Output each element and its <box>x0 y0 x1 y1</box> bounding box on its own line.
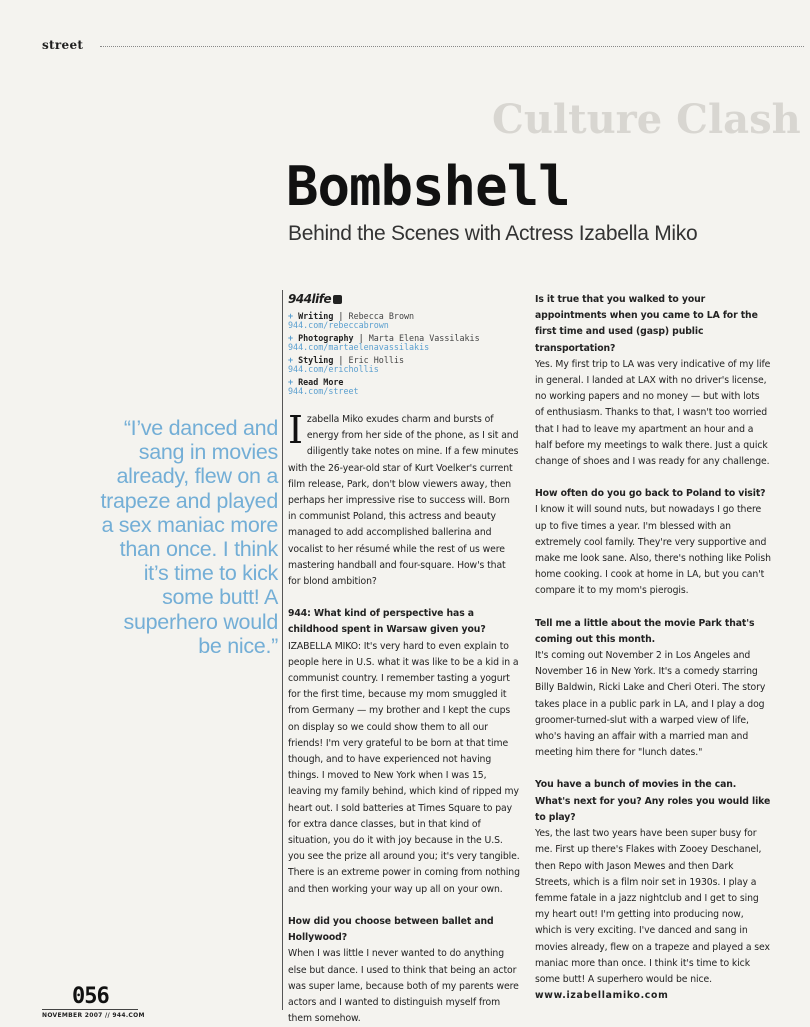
credit-link: 944.com/street <box>288 386 359 396</box>
credit-writing: + Writing | Rebecca Brown 944.com/rebeccabrown <box>288 311 415 330</box>
answer: IZABELLA MIKO: It's very hard to even explain to people here in U.S. what it was like to be a kid in a communist country. I remember tasting a yogurt for the first time, because my mom smuggled it from Germany — my brother and I kept the cups on display so we could show them to all our friends! I'm very grateful to be born at that time though, and to have experienced not having things. I moved to New York when I was 15, leaving my family behind, which kind of ripped my heart out. I sold batteries at Times Square to pay for extra dance classes, but in that kind of situation, you do it with joy because in the U.S. you see the prize all around you; it's very tangible. There is an extreme power in coming from nothing and then working your way up all on your own. <box>288 640 520 895</box>
credit-link: 944.com/martaelenavassilakis <box>288 342 430 352</box>
plus-icon: + <box>288 311 294 321</box>
column-divider <box>282 290 283 1010</box>
answer: It's coming out November 2 in Los Angeles and November 16 in New York. It's a comedy starring Billy Baldwin, Ricki Lake and Cheri Oteri. The story takes place in a public park in LA, and I play a dog groomer-turned-slut with a warped view of life, who's having an affair with a married man and meeting him there for "lunch dates." <box>535 650 766 759</box>
answer: Yes. My first trip to LA was very indicative of my life in general. I landed at LAX with no driver's license, no working papers and no money — but with lots of enthusiasm. Thanks to that, I wasn't too worried that I had to leave my apartment an hour and a half before my meetings to walk there. Just a quick change of shoes and I was ready for any challenge. <box>535 358 771 468</box>
question: Tell me a little about the movie Park that's coming out this month. <box>535 617 755 645</box>
section-label: street <box>42 38 84 52</box>
answer: Yes, the last two years have been super busy for me. First up there's Flakes with Zooey Deschanel, then Repo with Jason Mewes and then Dark Streets, which is a film noir set in 1930s. I play a femme fatale in a jazz nightclub and I get to sing my heart out! I'm getting into producing now, which is very exciting. I've danced and sang in movies already, flew on a trapeze and played a sex maniac more than once. I think it's time to kick some butt! A superhero would be nice. <box>535 828 770 985</box>
plus-icon: + <box>288 355 294 365</box>
answer: I know it will sound nuts, but nowadays I go there up to five times a year. I'm blessed with an extremely cool family. They're very supportive and make me look sane. Also, there's nothing like Polish home cooking. I cook at home in LA, but you can't compare it to my mom's pierogis. <box>535 504 771 597</box>
question: You have a bunch of movies in the can. What's next for you? Any roles you would like to play? <box>535 779 771 823</box>
answer: When I was little I never wanted to do anything else but dance. I used to think that being an actor was super lame, because both of my parents were actors and I wanted to distinguish myself from them somehow. <box>288 948 519 1025</box>
drop-cap: I <box>288 408 303 452</box>
question: How did you choose between ballet and Hollywood? <box>288 915 494 944</box>
credits-block <box>288 292 518 400</box>
question: How often do you go back to Poland to visit? <box>535 488 766 500</box>
article-column-1 <box>288 408 520 1027</box>
bleed-through-ghost-text: Culture Clash <box>492 96 801 143</box>
question: Is it true that you walked to your appointments when you came to LA for the first time and used (gasp) public transportation? <box>535 294 758 354</box>
page-number: 056 <box>72 984 109 1009</box>
credit-link: 944.com/rebeccabrown <box>288 320 389 330</box>
credit-link: 944.com/erichollis <box>288 364 379 374</box>
intro-paragraph: Izabella Miko exudes charm and bursts of energy from her side of the phone, as I sit and diligently take notes on mine. If a few minutes with the 26-year-old star of Kurt Voelker's current film release, Park, don't blow viewers away, then perhaps her impressive rise to success will. Born in communist Poland, this actress and beauty managed to add accomplished ballerina and vocalist to her résumé while the rest of us were mastering handball and four-square. How's that for blond ambition? <box>288 408 519 588</box>
plus-icon: + <box>288 333 294 343</box>
article-subtitle: Behind the Scenes with Actress Izabella Miko <box>288 222 698 245</box>
credit-styling: + Styling | Eric Hollis 944.com/erichollis <box>288 355 404 374</box>
credit-photography: + Photography | Marta Elena Vassilakis 944.com/martaelenavassilakis <box>288 333 480 352</box>
magazine-logo: 944life <box>288 292 518 306</box>
logo-square-icon <box>333 295 342 304</box>
credit-read-more: + Read More 944.com/street <box>288 377 359 396</box>
section-rule <box>100 46 804 47</box>
footer-rule <box>42 1009 138 1010</box>
question: 944: What kind of perspective has a childhood spent in Warsaw given you? <box>288 608 486 636</box>
website-link[interactable]: www.izabellamiko.com <box>535 990 669 1002</box>
footer-issue-label: NOVEMBER 2007 // 944.COM <box>42 1012 145 1019</box>
article-title: Bombshell <box>286 155 570 218</box>
article-column-2 <box>535 292 771 1004</box>
pull-quote: “I’ve danced and sang in movies already, flew on a trapeze and played a sex maniac more than once. I think it’s time to kick some butt! A superhero would be nice.” <box>100 416 278 658</box>
plus-icon: + <box>288 377 294 387</box>
